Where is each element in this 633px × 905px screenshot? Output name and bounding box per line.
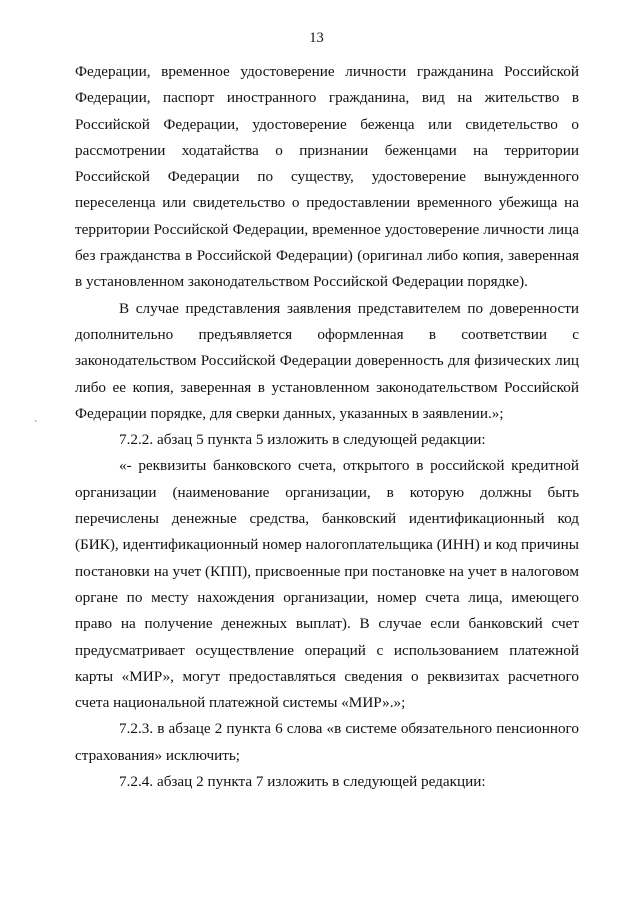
text-line: Федерации, паспорт иностранного гражданина, вид на жительство в bbox=[75, 89, 579, 107]
text-line: счета национальной платежной системы «МИР».»; bbox=[75, 694, 406, 712]
text-line: организации (наименование организации, в которую должны быть bbox=[75, 483, 579, 501]
text-line: переселенца или свидетельство о предоставлении временного убежища на bbox=[75, 194, 579, 212]
text-line: 7.2.4. абзац 2 пункта 7 изложить в следующей редакции: bbox=[119, 773, 486, 791]
text-line: дополнительно предъявляется оформленная в соответствии с bbox=[75, 325, 579, 343]
text-line: страхования» исключить; bbox=[75, 746, 240, 764]
scan-speck-mark: ˋ bbox=[34, 420, 38, 431]
document-body bbox=[75, 59, 579, 795]
text-line: территории Российской Федерации, временное удостоверение личности лица bbox=[75, 220, 579, 238]
text-line: Федерации, временное удостоверение личности гражданина Российской bbox=[75, 63, 579, 80]
text-line: Российской Федерации по существу, удостоверение вынужденного bbox=[75, 168, 579, 186]
text-line: Российской Федерации, удостоверение беженца или свидетельство о bbox=[75, 115, 579, 133]
text-line: постановки на учет (КПП), присвоенные при постановке на учет в налоговом bbox=[75, 562, 579, 580]
text-line: 7.2.3. в абзаце 2 пункта 6 слова «в системе обязательного пенсионного bbox=[119, 720, 579, 738]
text-line: законодательством Российской Федерации доверенность для физических лиц bbox=[75, 352, 579, 370]
text-line: перечислены денежные средства, банковский идентификационный код bbox=[75, 510, 579, 528]
text-line: рассмотрении ходатайства о признании беженцами на территории bbox=[75, 141, 579, 159]
text-line: предусматривает осуществление операций с использованием платежной bbox=[75, 641, 579, 659]
text-line: в установленном законодательством Российской Федерации порядке). bbox=[75, 273, 528, 291]
text-line: В случае представления заявления представителем по доверенности bbox=[119, 299, 579, 317]
page-number: 13 bbox=[309, 30, 324, 46]
text-line: без гражданства в Российской Федерации) (оригинал либо копия, заверенная bbox=[75, 247, 579, 265]
text-line: Федерации порядке, для сверки данных, указанных в заявлении.»; bbox=[75, 404, 504, 422]
text-line: 7.2.2. абзац 5 пункта 5 изложить в следующей редакции: bbox=[119, 431, 486, 449]
text-line: «- реквизиты банковского счета, открытого в российской кредитной bbox=[119, 457, 579, 475]
text-line: право на получение денежных выплат). В случае если банковский счет bbox=[75, 615, 579, 633]
text-line: либо ее копия, заверенная в установленном законодательством Российской bbox=[75, 378, 579, 396]
text-line: (БИК), идентификационный номер налогоплательщика (ИНН) и код причины bbox=[75, 536, 579, 554]
text-line: карты «МИР», могут предоставляться сведения о реквизитах расчетного bbox=[75, 667, 579, 685]
text-line: органе по месту нахождения организации, номер счета лица, имеющего bbox=[75, 588, 579, 606]
